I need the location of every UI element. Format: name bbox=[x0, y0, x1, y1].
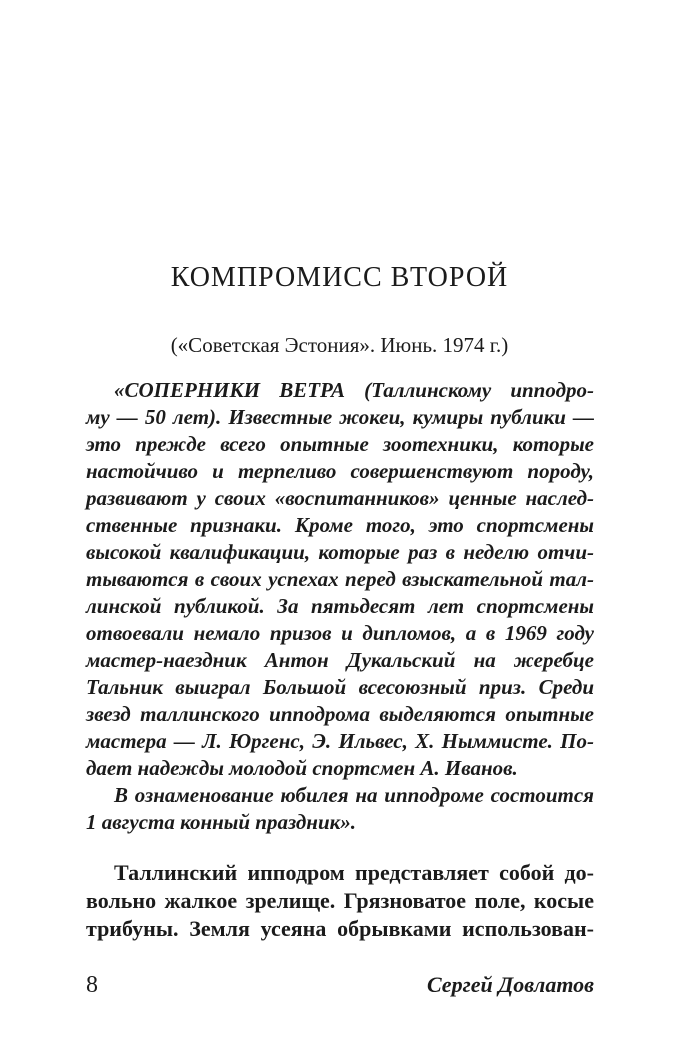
dateline: («Советская Эстония». Июнь. 1974 г.) bbox=[170, 333, 509, 357]
text-line: высокой квалификации, которые раз в неделю отчи- bbox=[86, 540, 594, 564]
text-line: Таллинский ипподром представляет собой до- bbox=[114, 860, 594, 885]
text-line: линской публикой. За пятьдесят лет спортсмены bbox=[86, 594, 594, 618]
text-line: развивают у своих «воспитанников» ценные наслед- bbox=[86, 486, 594, 510]
text-line: отвоевали немало призов и дипломов, а в 1969 году bbox=[86, 621, 594, 645]
text-line: дает надежды молодой спортсмен А. Иванов. bbox=[86, 756, 518, 780]
text-line: звезд таллинского ипподрома выделяются опытные bbox=[86, 702, 594, 726]
newspaper-quote-block bbox=[86, 377, 594, 836]
text-line: настойчиво и терпеливо совершенствуют породу, bbox=[86, 459, 594, 483]
chapter-title: КОМПРОМИСС ВТОРОЙ bbox=[170, 262, 509, 293]
text-line: «СОПЕРНИКИ ВЕТРА (Таллинскому ипподро- bbox=[114, 378, 594, 402]
running-author: Сергей Довлатов bbox=[426, 972, 594, 997]
text-line: 1 августа конный праздник». bbox=[86, 810, 357, 834]
text-line: мастера — Л. Юргенс, Э. Ильвес, Х. Ныммисте. По- bbox=[86, 729, 594, 753]
text-line: ственные признаки. Кроме того, это спортсмены bbox=[86, 513, 594, 537]
text-line: Тальник выиграл Большой всесоюзный приз. Среди bbox=[86, 675, 594, 699]
text-line: трибуны. Земля усеяна обрывками использован- bbox=[86, 916, 594, 941]
page-footer bbox=[86, 972, 594, 999]
text-line: тываются в своих успехах перед взыскательной тал- bbox=[86, 567, 594, 591]
text-line: мастер-наездник Антон Дукальский на жеребце bbox=[86, 648, 594, 672]
narrative-paragraph bbox=[86, 859, 594, 943]
page-number: 8 bbox=[86, 972, 98, 998]
text-line: му — 50 лет). Известные жокеи, кумиры публики — bbox=[86, 405, 594, 429]
text-line: это прежде всего опытные зоотехники, которые bbox=[86, 432, 594, 456]
text-line: вольно жалкое зрелище. Грязноватое поле, косые bbox=[86, 888, 594, 913]
text-line: В ознаменование юбилея на ипподроме состоится bbox=[114, 783, 594, 807]
